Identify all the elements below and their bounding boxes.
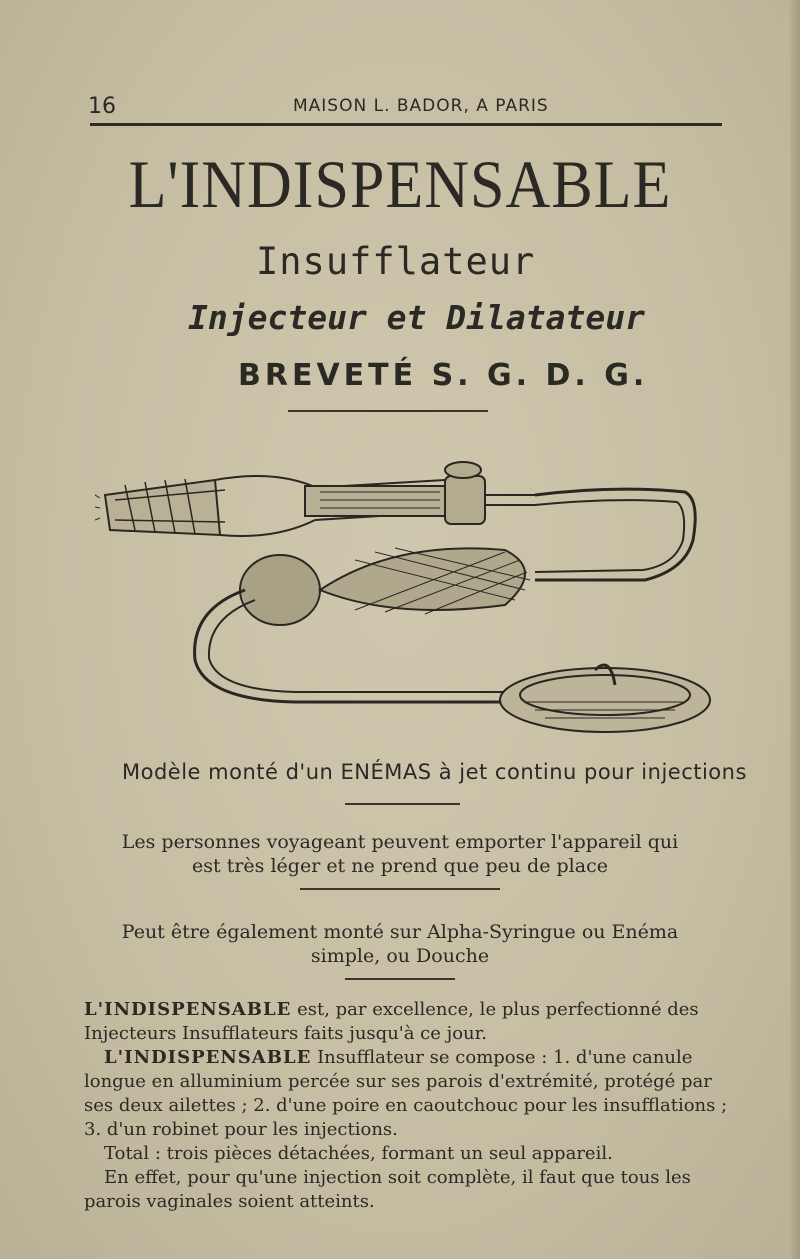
mount-note: [0, 920, 800, 968]
body-paragraph: [84, 998, 744, 1046]
valve-drawing: [445, 462, 535, 524]
device-illustration: [95, 440, 715, 750]
subtitle-insufflateur: Insufflateur: [256, 240, 536, 283]
travel-note: [0, 830, 800, 878]
page-number: 16: [88, 94, 116, 119]
caption-rule: [345, 803, 460, 805]
bulb-drawing: [240, 548, 530, 625]
body-paragraph: [84, 1166, 744, 1214]
body-text: est, par excellence, le plus perfectionné des Injecteurs Insufflateurs faits jusqu'à ce jour.: [84, 999, 699, 1044]
body-paragraph: [84, 1046, 744, 1142]
brand-lead: L'INDISPENSABLE: [84, 999, 292, 1020]
patent-line: BREVETÉ S. G. D. G.: [238, 358, 649, 393]
title-rule: [288, 410, 488, 412]
basin-drawing: [500, 665, 710, 732]
subtitle-injecteur: Injecteur et Dilatateur: [188, 298, 645, 337]
travel-note-line2: est très léger et ne prend que peu de place: [192, 855, 608, 877]
main-title: L'INDISPENSABLE: [128, 147, 672, 223]
note-rule: [300, 888, 500, 890]
mount-note-line1: Peut être également monté sur Alpha-Syringue ou Enéma: [121, 921, 679, 943]
body-text: En effet, pour qu'une injection soit complète, il faut que tous les parois vaginales soient atteints.: [84, 1167, 691, 1212]
description-body: [84, 998, 744, 1214]
mount-rule: [345, 978, 455, 980]
running-head: MAISON L. BADOR, A PARIS: [293, 96, 549, 116]
body-text: Insufflateur se compose : 1. d'une canule longue en alluminium percée sur ses parois d'extrémité, protégé par ses deux ailettes ; 2. d'une poire en caoutchouc pour les insufflations ; 3. d'un robinet pour les injections.: [84, 1047, 728, 1140]
body-paragraph: [84, 1142, 744, 1166]
travel-note-line1: Les personnes voyageant peuvent emporter l'appareil qui: [121, 831, 679, 853]
body-text: Total : trois pièces détachées, formant un seul appareil.: [104, 1143, 613, 1164]
mount-note-line2: simple, ou Douche: [310, 945, 490, 967]
page-header: [88, 94, 720, 122]
canula-drawing: [95, 476, 335, 536]
header-rule: [90, 123, 722, 126]
brand-lead: L'INDISPENSABLE: [104, 1047, 312, 1068]
illustration-caption: Modèle monté d'un ENÉMAS à jet continu pour injections: [122, 760, 747, 784]
